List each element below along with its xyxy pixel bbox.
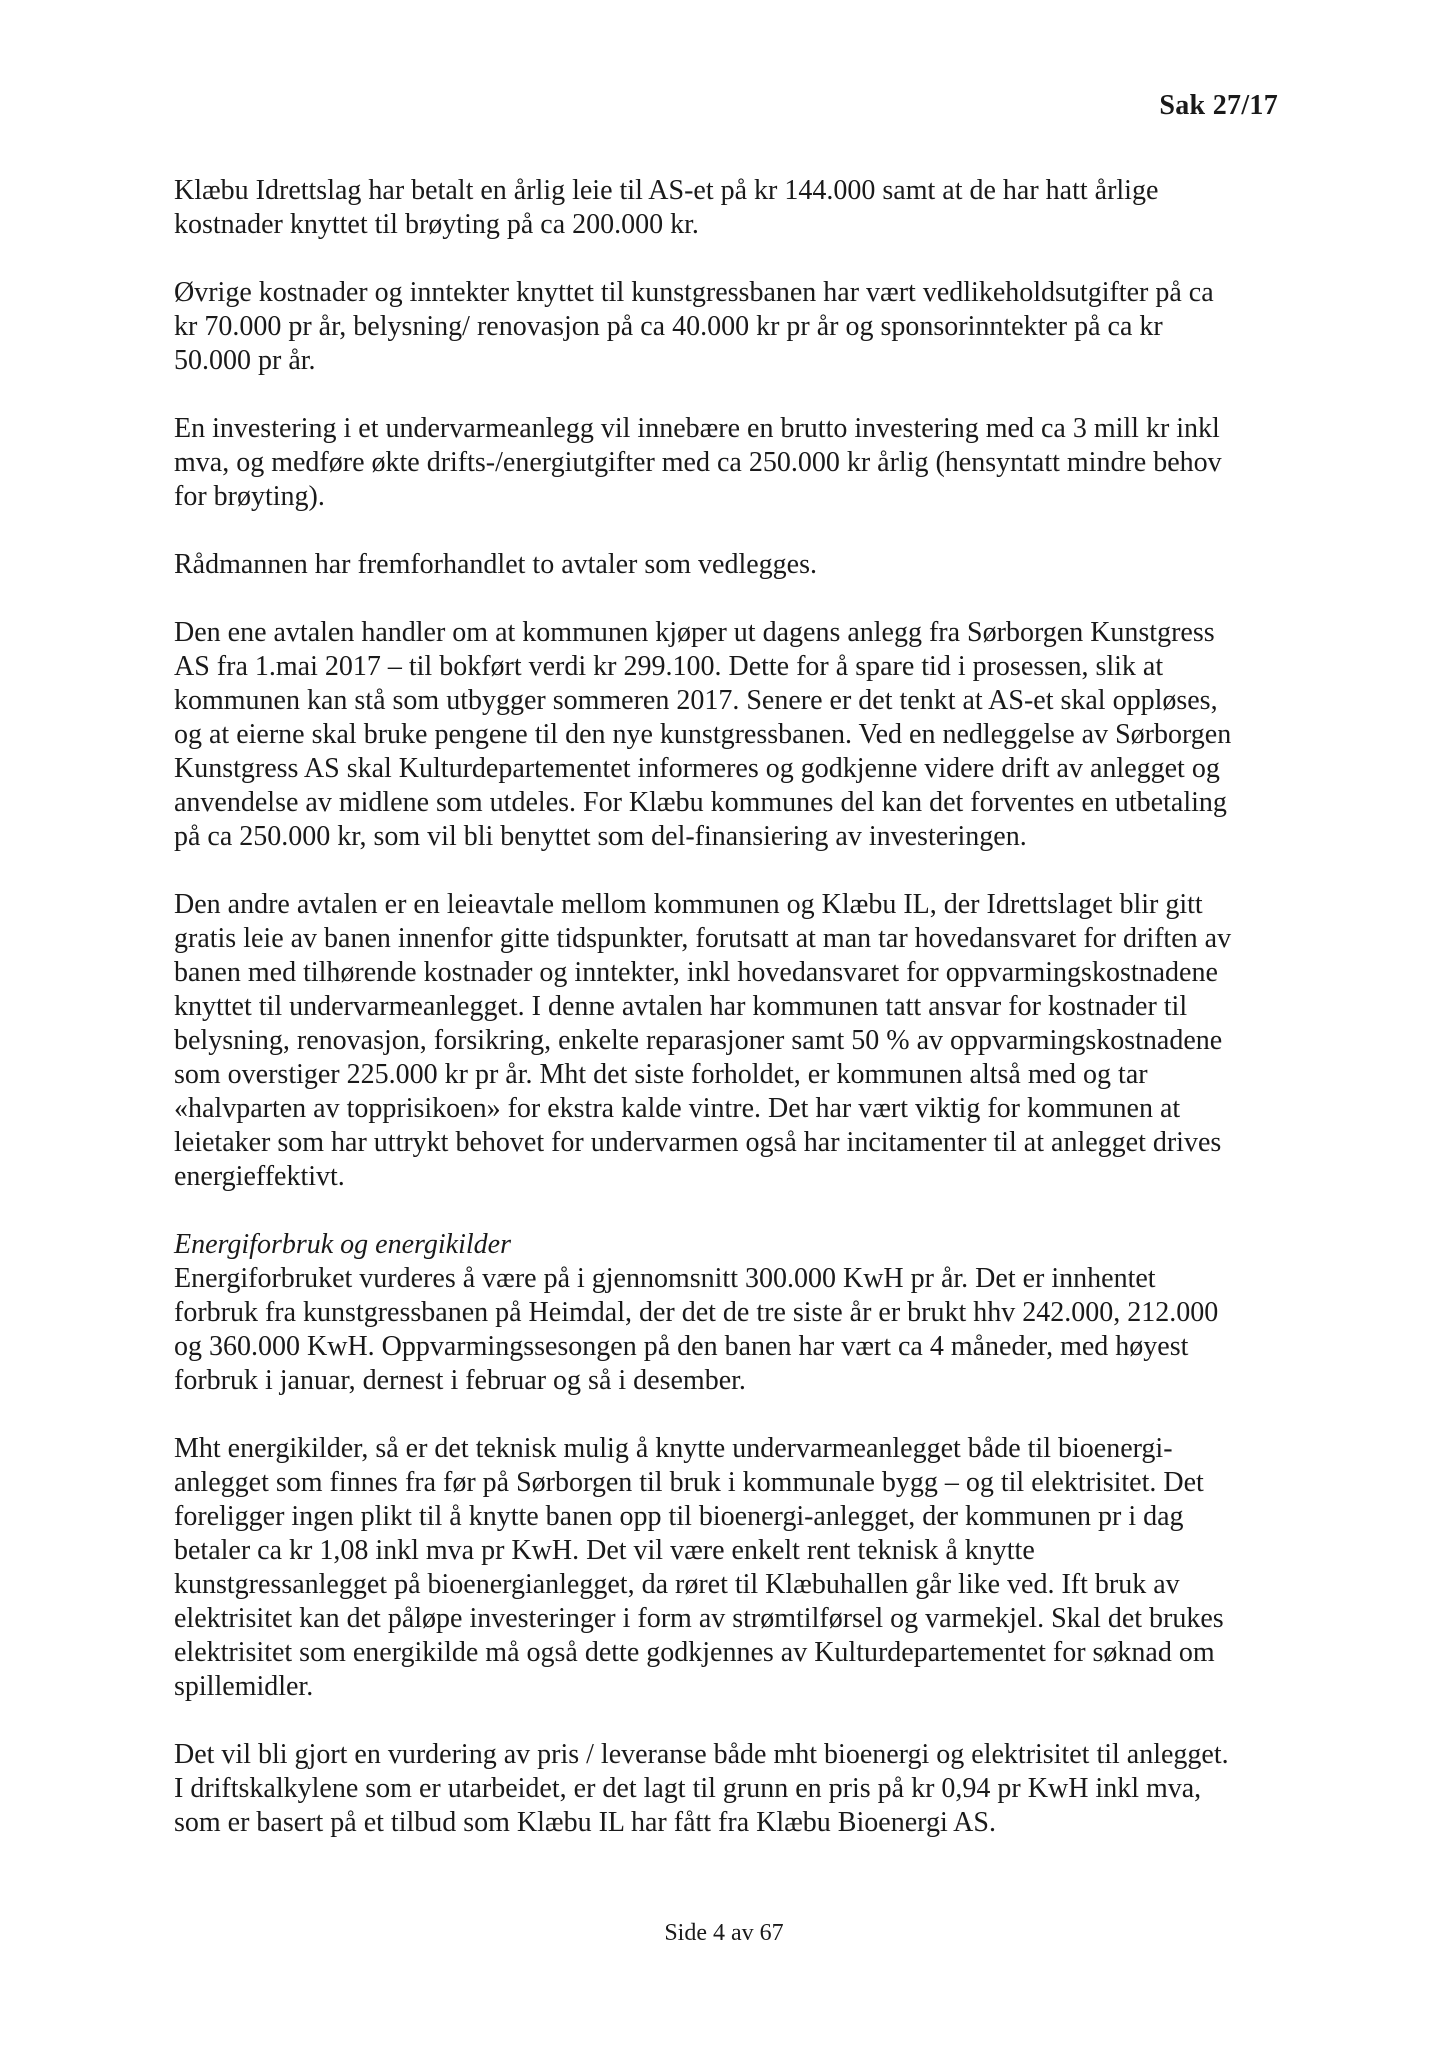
- paragraph-other-costs: Øvrige kostnader og inntekter knyttet til kunstgressbanen har vært vedlikeholdsutgifter på ca kr 70.000 pr år, belysning/ renovasjon på ca 40.000 kr pr år og sponsorinntekter på ca kr 50.000 pr år.: [174, 277, 1214, 376]
- paragraph-annual-rent: Klæbu Idrettslag har betalt en årlig leie til AS-et på kr 144.000 samt at de har hatt årlige kostnader knyttet til brøyting på ca 200.000 kr.: [174, 175, 1159, 240]
- case-number: Sak 27/17: [1159, 90, 1278, 121]
- page-number-footer: Side 4 av 67: [664, 1920, 784, 1946]
- paragraph-investment: En investering i et undervarmeanlegg vil innebære en brutto investering med ca 3 mill kr inkl mva, og medføre økte drifts-/energiutgifter med ca 250.000 kr årlig (hensyntatt mindre behov for brøyting).: [174, 413, 1222, 512]
- paragraph-price-assessment: Det vil bli gjort en vurdering av pris / leveranse både mht bioenergi og elektrisitet til anlegget. I driftskalkylene som er utarbeidet, er det lagt til grunn en pris på kr 0,94 pr KwH inkl mva, som er basert på et tilbud som Klæbu IL har fått fra Klæbu Bioenergi AS.: [174, 1739, 1229, 1838]
- paragraph-agreements-intro: Rådmannen har fremforhandlet to avtaler som vedlegges.: [174, 549, 817, 580]
- paragraph-second-agreement: Den andre avtalen er en leieavtale mellom kommunen og Klæbu IL, der Idrettslaget blir gitt gratis leie av banen innenfor gitte tidspunkter, forutsatt at man tar hovedansvaret for driften av banen med tilhørende kostnader og inntekter, inkl hovedansvaret for oppvarmingskostnadene knyttet til undervarmeanlegget. I denne avtalen har kommunen tatt ansvar for kostnader til belysning, renovasjon, forsikring, enkelte reparasjoner samt 50 % av oppvarmingskostnadene som overstiger 225.000 kr pr år. Mht det siste forholdet, er kommunen altså med og tar «halvparten av topprisikoen» for ekstra kalde vintre. Det har vært viktig for kommunen at leietaker som har uttrykt behovet for undervarmen også har incitamenter til at anlegget drives energieffektivt.: [174, 889, 1232, 1192]
- section-heading-energy: Energiforbruk og energikilder: [174, 1229, 511, 1260]
- paragraph-first-agreement: Den ene avtalen handler om at kommunen kjøper ut dagens anlegg fra Sørborgen Kunstgress AS fra 1.mai 2017 – til bokført verdi kr 299.100. Dette for å spare tid i prosessen, slik at kommunen kan stå som utbygger sommeren 2017. Senere er det tenkt at AS-et skal oppløses, og at eierne skal bruke pengene til den nye kunstgressbanen. Ved en nedleggelse av Sørborgen Kunstgress AS skal Kulturdepartementet informeres og godkjenne videre drift av anlegget og anvendelse av midlene som utdeles. For Klæbu kommunes del kan det forventes en utbetaling på ca 250.000 kr, som vil bli benyttet som del-finansiering av investeringen.: [174, 617, 1232, 852]
- paragraph-energy-consumption: Energiforbruket vurderes å være på i gjennomsnitt 300.000 KwH pr år. Det er innhentet forbruk fra kunstgressbanen på Heimdal, der det de tre siste år er brukt hhv 242.000, 212.000 og 360.000 KwH. Oppvarmingssesongen på den banen har vært ca 4 måneder, med høyest forbruk i januar, dernest i februar og så i desember.: [174, 1263, 1219, 1396]
- document-body: [174, 174, 1304, 1840]
- paragraph-energy-sources: Mht energikilder, så er det teknisk mulig å knytte undervarmeanlegget både til bioenergi- anlegget som finnes fra før på Sørborgen til bruk i kommunale bygg – og til elektrisitet. Det foreligger ingen plikt til å knytte banen opp til bioenergi-anlegget, der kommunen pr i dag betaler ca kr 1,08 inkl mva pr KwH. Det vil være enkelt rent teknisk å knytte kunstgressanlegget på bioenergianlegget, da røret til Klæbuhallen går like ved. Ift bruk av elektrisitet kan det påløpe investeringer i form av strømtilførsel og varmekjel. Skal det brukes elektrisitet som energikilde må også dette godkjennes av Kulturdepartementet for søknad om spillemidler.: [174, 1433, 1224, 1702]
